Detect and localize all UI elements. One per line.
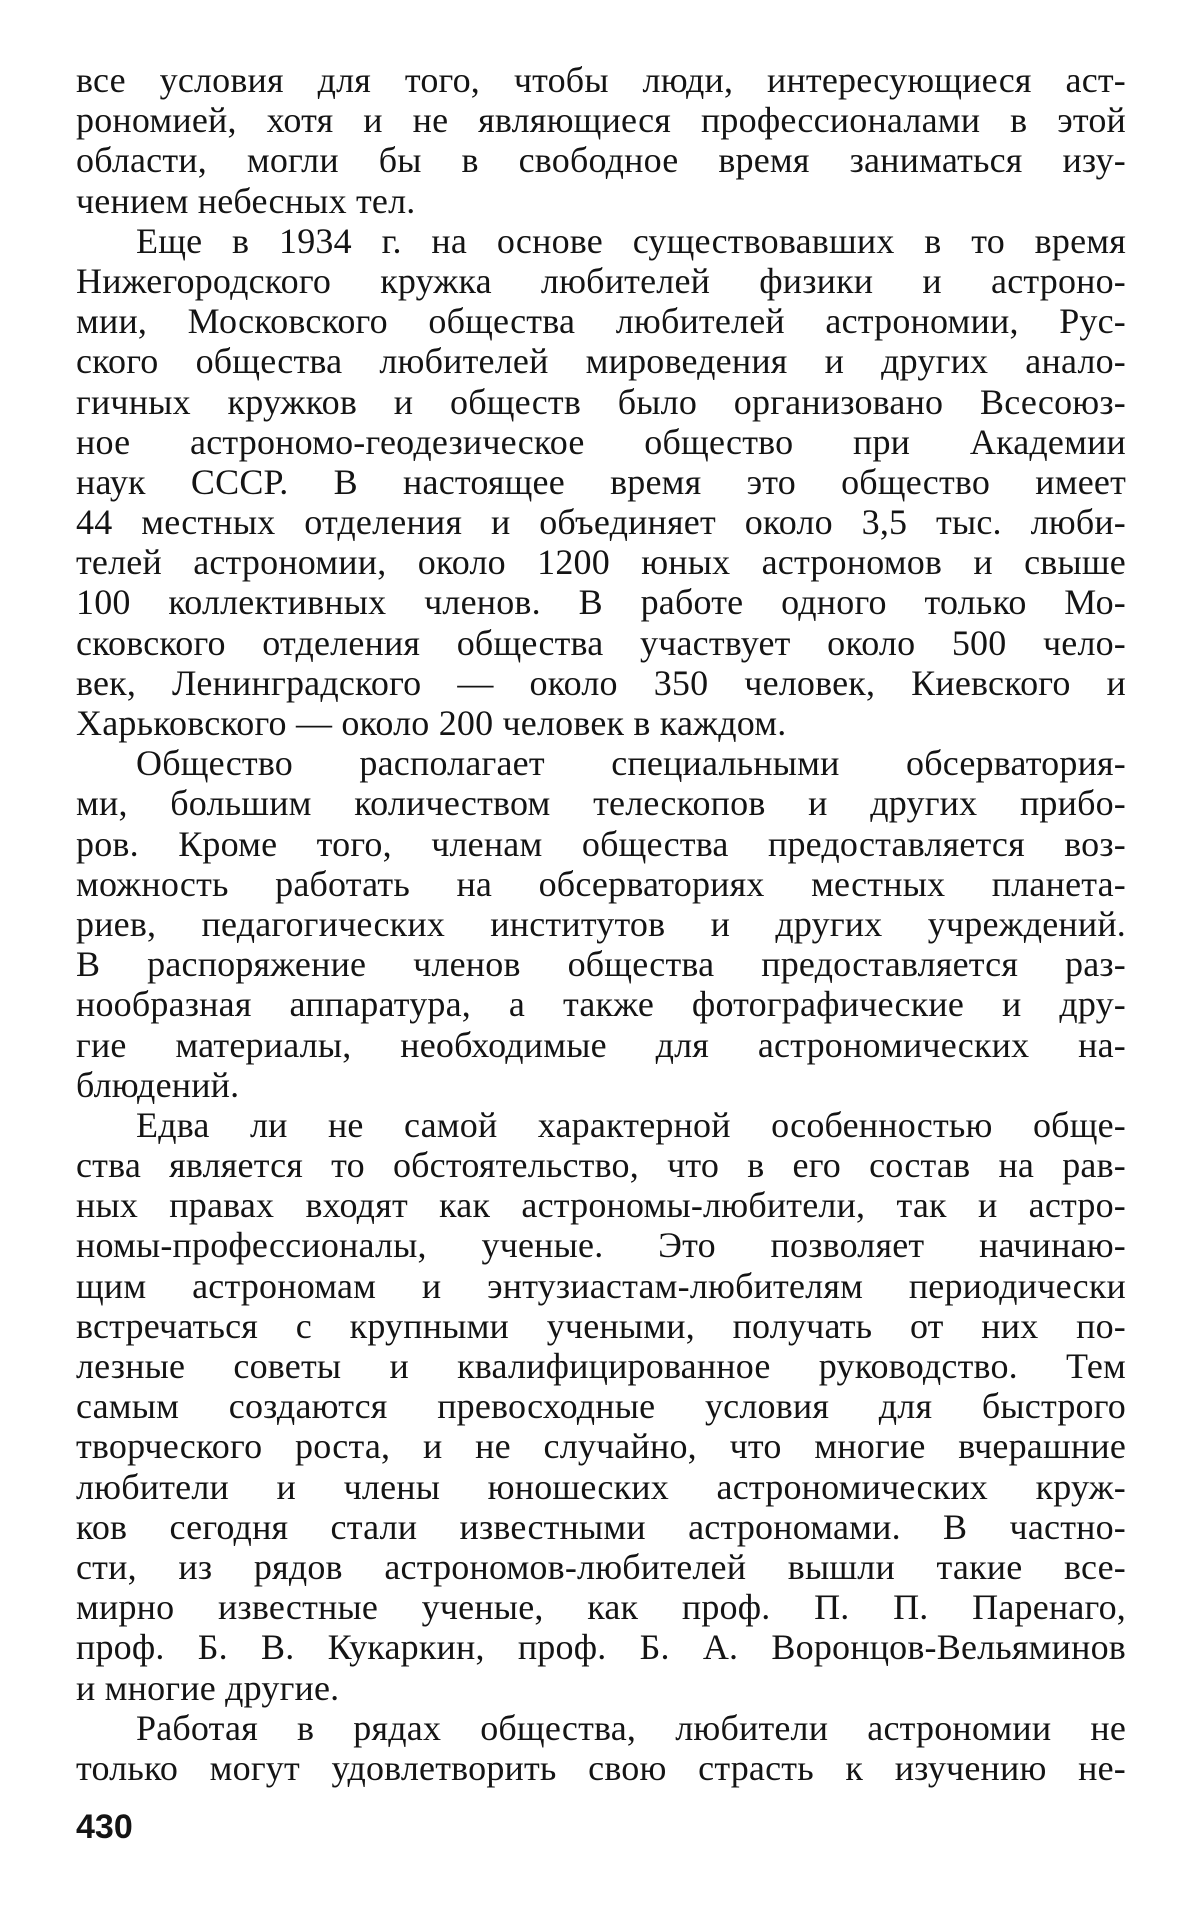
text-line: век, Ленинградского — около 350 человек, Киевского и bbox=[76, 662, 1126, 703]
text-line: ства является то обстоятельство, что в его состав на рав- bbox=[76, 1145, 1126, 1186]
text-line: нообразная аппаратура, а также фотографические и дру- bbox=[76, 984, 1126, 1025]
text-line: любители и члены юношеских астрономических круж- bbox=[76, 1466, 1126, 1507]
text-line: сковского отделения общества участвует около 500 чело- bbox=[76, 622, 1126, 663]
text-line: ров. Кроме того, членам общества предоставляется воз- bbox=[76, 823, 1126, 864]
text-line: Работая в рядах общества, любители астрономии не bbox=[136, 1707, 1126, 1748]
text-line: все условия для того, чтобы люди, интересующиеся аст- bbox=[76, 60, 1126, 100]
text-line: самым создаются превосходные условия для быстрого bbox=[76, 1386, 1126, 1427]
text-line: номы-профессионалы, ученые. Это позволяет начинаю- bbox=[76, 1225, 1126, 1266]
text-line: блюдений. bbox=[76, 1064, 240, 1105]
paragraph-2 bbox=[76, 221, 1126, 743]
text-line: мирно известные ученые, как проф. П. П. Паренаго, bbox=[76, 1587, 1126, 1628]
text-line: гие материалы, необходимые для астрономических на- bbox=[76, 1024, 1126, 1065]
text-line: ми, большим количеством телескопов и других прибо- bbox=[76, 783, 1126, 824]
text-line: Едва ли не самой характерной особенностью обще- bbox=[136, 1104, 1126, 1145]
text-line: рономией, хотя и не являющиеся профессионалами в этой bbox=[76, 100, 1126, 141]
text-line: ского общества любителей мироведения и других анало- bbox=[76, 341, 1126, 382]
text-line: В распоряжение членов общества предоставляется раз- bbox=[76, 944, 1126, 985]
text-line: ных правах входят как астрономы-любители, так и астро- bbox=[76, 1185, 1126, 1226]
text-line: ное астрономо-геодезическое общество при Академии bbox=[76, 421, 1126, 462]
text-line: наук СССР. В настоящее время это общество имеет bbox=[76, 461, 1126, 502]
text-line: мии, Московского общества любителей астрономии, Рус- bbox=[76, 301, 1126, 342]
text-line: 44 местных отделения и объединяет около 3,5 тыс. люби- bbox=[76, 502, 1126, 543]
text-line: сти, из рядов астрономов-любителей вышли такие все- bbox=[76, 1546, 1126, 1587]
page-number: 430 bbox=[76, 1808, 133, 1846]
page-body bbox=[76, 60, 1126, 1788]
text-line: проф. Б. В. Кукаркин, проф. Б. А. Воронцов-Вельяминов bbox=[76, 1627, 1126, 1668]
text-line: творческого роста, и не случайно, что многие вчерашние bbox=[76, 1426, 1126, 1467]
text-line: только могут удовлетворить свою страсть к изучению не- bbox=[76, 1747, 1126, 1788]
text-line: области, могли бы в свободное время заниматься изу- bbox=[76, 140, 1126, 181]
text-line: щим астрономам и энтузиастам-любителям периодически bbox=[76, 1265, 1126, 1306]
text-line: и многие другие. bbox=[76, 1667, 340, 1708]
text-line: Общество располагает специальными обсерватория- bbox=[136, 743, 1126, 784]
text-line: 100 коллективных членов. В работе одного только Мо- bbox=[76, 582, 1126, 623]
paragraph-4 bbox=[76, 1105, 1126, 1708]
text-line: чением небесных тел. bbox=[76, 180, 416, 221]
text-line: телей астрономии, около 1200 юных астрономов и свыше bbox=[76, 542, 1126, 583]
paragraph-1 bbox=[76, 60, 1126, 221]
paragraph-3 bbox=[76, 743, 1126, 1105]
text-line: Еще в 1934 г. на основе существовавших в то время bbox=[136, 220, 1126, 261]
text-line: Нижегородского кружка любителей физики и астроно- bbox=[76, 260, 1126, 301]
text-line: лезные советы и квалифицированное руководство. Тем bbox=[76, 1346, 1126, 1386]
text-line: гичных кружков и обществ было организовано Всесоюз- bbox=[76, 381, 1126, 422]
paragraph-5 bbox=[76, 1708, 1126, 1788]
text-line: можность работать на обсерваториях местных планета- bbox=[76, 863, 1126, 904]
text-line: риев, педагогических институтов и других учреждений. bbox=[76, 903, 1126, 944]
text-line: Харьковского — около 200 человек в каждом. bbox=[76, 703, 787, 743]
text-line: встречаться с крупными учеными, получать от них по- bbox=[76, 1305, 1126, 1346]
text-line: ков сегодня стали известными астрономами. В частно- bbox=[76, 1506, 1126, 1547]
